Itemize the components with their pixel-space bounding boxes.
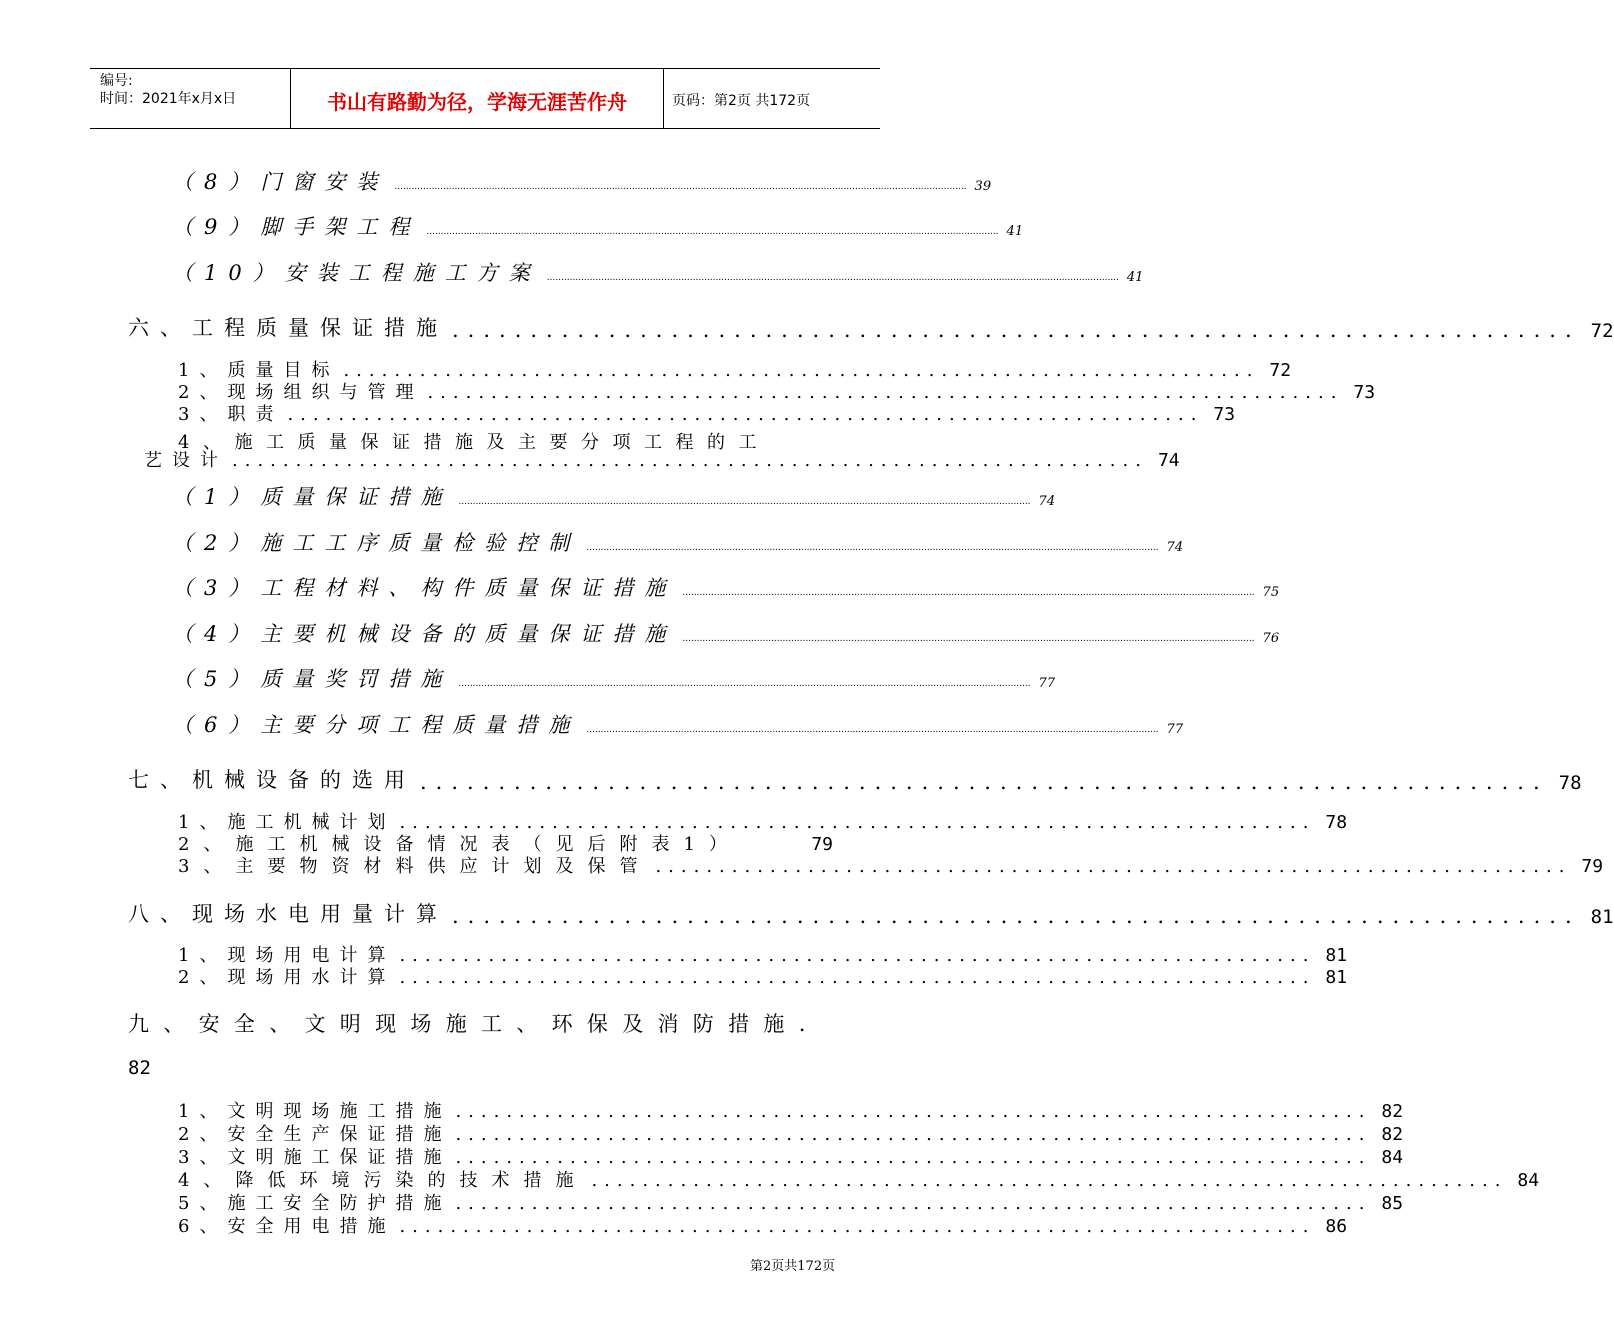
toc-leader: ........................................................................	[455, 1101, 1372, 1122]
toc-leader: ........................................................................	[343, 360, 1260, 381]
toc-entry-page: 74	[1038, 494, 1056, 509]
toc-subentry[interactable]	[178, 404, 1236, 426]
toc-entry-label: （8）门窗安装	[172, 170, 389, 194]
toc-subentry-page: 79	[811, 834, 833, 855]
toc-subentry-page: 72	[1269, 360, 1292, 381]
toc-leader: ........................................................................	[399, 945, 1316, 966]
toc-leader: ........................................................................................................................................................................................................	[458, 497, 1031, 507]
toc-subentry[interactable]	[178, 1124, 1404, 1146]
toc-section-label: 九、安全、文明现场施工、环保及消防措施.	[128, 1012, 820, 1036]
toc-leader: ........................................................................	[427, 382, 1344, 403]
toc-leader: ........................................................................	[287, 404, 1204, 425]
toc-entry-page: 76	[1262, 631, 1280, 646]
toc-entry-label: （10）安装工程施工方案	[172, 261, 541, 285]
toc-entry-label: （4）主要机械设备的质量保证措施	[172, 622, 677, 646]
toc-entry[interactable]	[172, 168, 992, 196]
toc-leader: ........................................................................	[399, 812, 1316, 833]
toc-leader: ........................................................................................................................................................................................................	[586, 543, 1159, 553]
toc-leader: ........................................................................................................................................................................................................	[394, 182, 967, 192]
toc-leader: ........................................................................	[399, 1216, 1316, 1237]
header-divider	[663, 68, 664, 129]
toc-subentry-label: 4、降低环境污染的技术措施	[178, 1170, 588, 1191]
toc-subentry[interactable]	[178, 834, 833, 856]
toc-subentry-label: 1、质量目标	[178, 360, 340, 381]
toc-subentry-label: 3、文明施工保证措施	[178, 1147, 452, 1168]
toc-subentry-page: 81	[1325, 945, 1348, 966]
header-bottom-rule	[90, 128, 880, 129]
toc-section-page: 78	[1558, 772, 1582, 794]
header-meta	[100, 72, 236, 108]
header-page-label: 页码：第2页 共172页	[672, 93, 811, 109]
toc-subentry[interactable]	[178, 967, 1348, 989]
toc-subentry[interactable]	[178, 382, 1376, 404]
toc-section[interactable]	[128, 1010, 833, 1038]
header-top-rule	[90, 68, 880, 69]
toc-leader: ........................................................................	[399, 967, 1316, 988]
toc-entry-page: 74	[1166, 540, 1184, 555]
toc-subentry-page: 78	[1325, 812, 1348, 833]
toc-subentry-label: 5、施工安全防护措施	[178, 1193, 452, 1214]
toc-entry-label: （6）主要分项工程质量措施	[172, 713, 581, 737]
toc-subentry-label: 2、现场用水计算	[178, 967, 396, 988]
toc-leader: ........................................................................	[232, 450, 1148, 471]
toc-section-label: 八、现场水电用量计算	[128, 902, 448, 926]
toc-leader: ........................................................................	[455, 1193, 1372, 1214]
toc-entry[interactable]	[172, 620, 1280, 648]
toc-subentry-page: 85	[1381, 1193, 1404, 1214]
toc-subentry-page: 84	[1381, 1147, 1404, 1168]
toc-entry-page: 77	[1038, 676, 1056, 691]
toc-entry[interactable]	[172, 711, 1184, 739]
toc-entry[interactable]	[172, 529, 1184, 557]
toc-subentry-label: 2、安全生产保证措施	[178, 1124, 452, 1145]
toc-entry-label: （5）质量奖罚措施	[172, 667, 453, 691]
toc-section-label: 七、机械设备的选用	[128, 768, 416, 792]
toc-subentry[interactable]	[178, 856, 1604, 878]
footer-page-label: 第2页共172页	[750, 1259, 836, 1274]
toc-section[interactable]	[128, 314, 1614, 342]
toc-leader: ........................................................................................................................................................................................................	[586, 725, 1159, 735]
toc-leader: ........................................................................	[452, 904, 1581, 928]
toc-subentry-page: 81	[1325, 967, 1348, 988]
toc-subentry[interactable]	[178, 360, 1292, 382]
toc-subentry-page: 86	[1325, 1216, 1348, 1237]
toc-subentry-label: 3、主要物资材料供应计划及保管	[178, 856, 652, 877]
toc-entry-label: （9）脚手架工程	[172, 215, 421, 239]
toc-leader: ........................................................................................................................................................................................................	[546, 273, 1119, 283]
toc-subentry-label: 1、文明现场施工措施	[178, 1101, 452, 1122]
header-time-label: 时间：2021年x月x日	[100, 91, 237, 107]
toc-subentry-label: 3、职责	[178, 404, 284, 425]
toc-subentry[interactable]	[178, 945, 1348, 967]
toc-subentry-page: 82	[1381, 1124, 1404, 1145]
toc-subentry-page: 79	[1581, 856, 1604, 877]
toc-subentry-page: 74	[1157, 450, 1180, 471]
toc-section-label: 六、工程质量保证措施	[128, 316, 448, 340]
toc-entry[interactable]	[172, 213, 1024, 241]
toc-subentry-label: 2、现场组织与管理	[178, 382, 424, 403]
header-code-label: 编号:	[100, 73, 133, 89]
toc-subentry[interactable]	[178, 1170, 1540, 1192]
toc-leader: ........................................................................	[655, 856, 1572, 877]
toc-section[interactable]	[128, 900, 1614, 928]
toc-subentry-page: 73	[1213, 404, 1236, 425]
toc-section-page: 82	[128, 1057, 151, 1079]
toc-leader: ........................................................................................................................................................................................................	[682, 588, 1255, 598]
toc-section-page: 72	[1590, 320, 1614, 342]
toc-subentry-label: 1、现场用电计算	[178, 945, 396, 966]
toc-subentry[interactable]	[144, 450, 1180, 472]
toc-entry-page: 41	[1126, 270, 1144, 285]
toc-entry-page: 41	[1006, 224, 1024, 239]
toc-subentry-label: 2、施工机械设备情况表（见后附表1）	[178, 834, 741, 855]
toc-subentry-label-line1: 4、施工质量保证措施及主要分项工程的工	[178, 432, 770, 453]
toc-leader: ........................................................................	[420, 770, 1549, 794]
toc-leader: ........................................................................	[452, 318, 1581, 342]
toc-entry-page: 75	[1262, 585, 1280, 600]
toc-subentry-page: 84	[1517, 1170, 1540, 1191]
toc-entry[interactable]	[172, 574, 1280, 602]
toc-subentry-label: 艺设计	[144, 450, 228, 471]
toc-leader: ........................................................................	[455, 1124, 1372, 1145]
toc-leader: ........................................................................................................................................................................................................	[458, 679, 1031, 689]
toc-entry-page: 39	[974, 179, 992, 194]
toc-entry-page: 77	[1166, 722, 1184, 737]
toc-subentry[interactable]	[178, 1147, 1404, 1169]
toc-entry-label: （1）质量保证措施	[172, 485, 453, 509]
toc-leader: ........................................................................................................................................................................................................	[426, 227, 999, 237]
toc-subentry-page: 82	[1381, 1101, 1404, 1122]
toc-leader: ........................................................................	[591, 1170, 1508, 1191]
toc-subentry[interactable]	[178, 1101, 1404, 1123]
toc-subentry-page: 73	[1353, 382, 1376, 403]
toc-subentry-label: 1、施工机械计划	[178, 812, 396, 833]
toc-entry-label: （3）工程材料、构件质量保证措施	[172, 576, 677, 600]
toc-entry-label: （2）施工工序质量检验控制	[172, 531, 581, 555]
toc-leader: ........................................................................	[455, 1147, 1372, 1168]
toc-subentry[interactable]	[178, 1216, 1348, 1238]
toc-subentry-label: 6、安全用电措施	[178, 1216, 396, 1237]
header-divider	[290, 68, 291, 129]
toc-entry[interactable]	[172, 665, 1056, 693]
toc-section-page: 81	[1590, 906, 1614, 928]
toc-leader: ........................................................................................................................................................................................................	[682, 634, 1255, 644]
toc-subentry[interactable]	[178, 812, 1348, 834]
header-motto: 书山有路勤为径，学海无涯苦作舟	[327, 90, 627, 114]
toc-entry[interactable]	[172, 259, 1144, 287]
toc-subentry[interactable]	[178, 1193, 1404, 1215]
toc-entry[interactable]	[172, 483, 1056, 511]
toc-section[interactable]	[128, 766, 1582, 794]
